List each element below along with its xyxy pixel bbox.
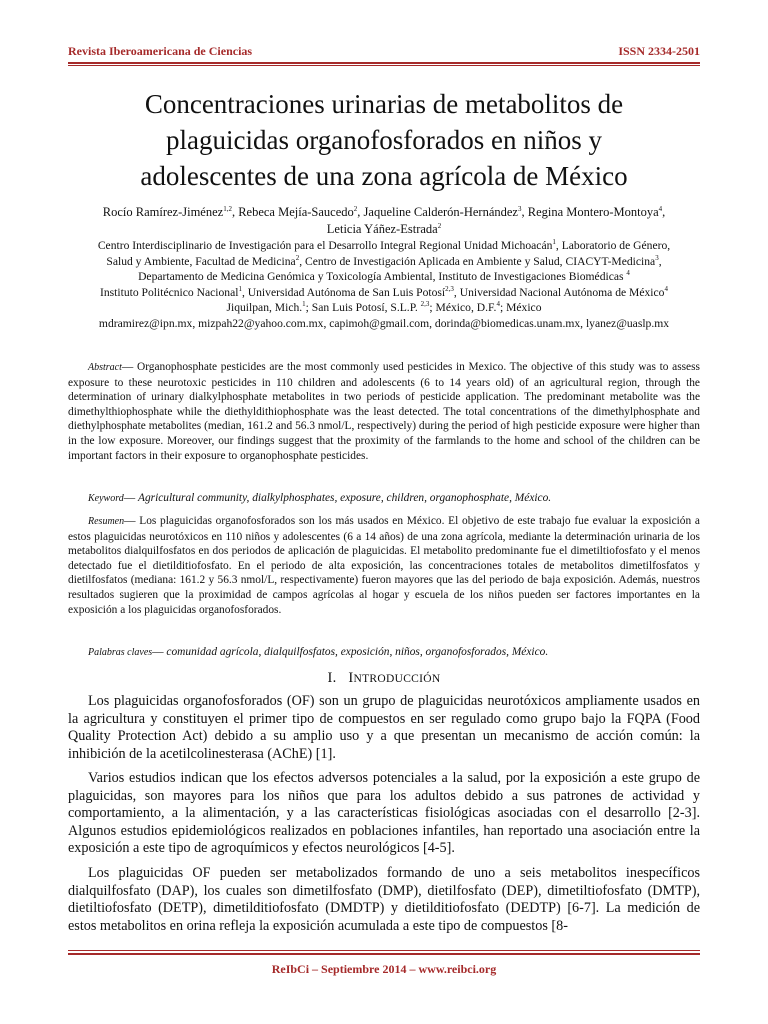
- author-line: [68, 204, 700, 221]
- title-line: Concentraciones urinarias de metabolitos de: [144, 89, 624, 119]
- affiliations: [68, 238, 700, 332]
- affiliation-text: ,: [658, 254, 662, 268]
- palabras-dash: —: [152, 646, 167, 658]
- journal-name: Revista Iberoamericana de Ciencias: [68, 44, 253, 58]
- affiliation-sup: 1: [302, 300, 306, 309]
- affiliation-line: [68, 254, 700, 270]
- affiliation-text: Departamento de Medicina Genómica y Toxicología Ambiental, Instituto de Investigaciones Biomédicas: [138, 270, 627, 284]
- section-heading: [68, 670, 700, 687]
- keywords: [68, 491, 700, 507]
- resumen: [68, 514, 700, 617]
- affiliation-sup: 4: [496, 300, 500, 309]
- section-title-initial: I: [348, 670, 354, 686]
- affiliation-sup: 2,3: [445, 284, 454, 293]
- affiliation-text: Jiquilpan, Mich.: [226, 301, 303, 315]
- resumen-text: Los plaguicidas organofosforados son los más usados en México. El objetivo de este trabajo fue evaluar la exposición a estos plaguicidas neurotóxicos en 110 niños y adolescentes (6 a 14 años) de una zona agrícola, mediante la determinación urinaria de los metabolitos dialquilfosfatos en dos periodos de aplicación de plaguicidas. El metabolito predominante fue el dimetiltiofosfato y el menos detectado fue el dietilditiofosfato. En el periodo de alta exposición, las concentraciones totales de metabolitos dimetilfosfatos y dietilfosfatos (mediana: 161.2 y 56.3 nmol/L, respectivamente) fueron mayores que las del periodo de baja exposición. Además, nuestros resultados sugieren que la proximidad de campos agrícolas al hogar y escuela de los niños pueden ser factores importantes en la exposición a los plaguicidas organofosforados.: [68, 515, 700, 616]
- affiliation-text: Centro Interdisciplinario de Investigación para el Desarrollo Integral Regional Unidad Michoacán: [97, 239, 553, 252]
- body-paragraph: Los plaguicidas OF pueden ser metabolizados formando de uno a seis metabolitos inespecíficos dialquilfosfato (DAP), los cuales son dimetilfosfato (DMP), dietilfosfato (DEP), dimetiltiofosfato (DMTP), dietiltiofosfato (DETP), dimetilditiofosfato (DMDTP) y dietilditiofosfato (DEDTP) [6-7]. La medición de estos metabolitos en orina refleja la exposición acumulada a este tipo de compuestos [8-: [68, 865, 700, 934]
- keywords-label: Keyword: [88, 493, 124, 504]
- affiliation-sup: 4: [626, 269, 630, 278]
- title-line: plaguicidas organofosforados en niños y: [166, 125, 602, 155]
- affiliation-sup: 2,3: [420, 300, 430, 309]
- abstract: [68, 360, 700, 463]
- resumen-label: Resumen: [88, 516, 125, 527]
- footer-rule-thin: [68, 950, 700, 951]
- footer-rule: [68, 953, 700, 955]
- abstract-dash: —: [121, 361, 137, 373]
- affiliation-text: ; México, D.F.: [429, 301, 497, 315]
- affiliation-text: , Centro de Investigación Aplicada en Ambiente y Salud, CIACYT-Medicina: [299, 254, 656, 268]
- palabras-claves: [68, 645, 700, 661]
- body-paragraph: Los plaguicidas organofosforados (OF) son un grupo de plaguicidas neurotóxicos ampliamente usados en la agricultura y constituyen el primer tipo de compuestos en ser regulado como grupo bajo la FQPA (Food Quality Protection Act) debido a su amplio uso y a que presentan un mecanismo de acción común: la inhibición de la acetilcolinesterasa (AChE) [1].: [68, 693, 700, 762]
- affiliation-sup: 4: [664, 284, 668, 293]
- affiliation-text: , Universidad Nacional Autónoma de México: [453, 285, 665, 299]
- author-sup: 2: [353, 204, 358, 213]
- author-sup: 3: [517, 204, 522, 213]
- author-name: Rocío Ramírez-Jiménez: [102, 205, 224, 219]
- affiliation-sup: 1: [238, 284, 242, 293]
- affiliation-text: , Laboratorio de Género,: [555, 239, 671, 252]
- body-paragraph: Varios estudios indican que los efectos adversos potenciales a la salud, por la exposición a este grupo de plaguicidas, son mayores para los niños que para los adultos debido a sus patrones de actividad y comportamiento, a la alimentación, y a las características fisiológicas asociadas con el desarrollo [2-3]. Algunos estudios epidemiológicos realizados en poblaciones infantiles, han reportado una asociación entre la exposición a este tipo de agroquímicos y efectos neurológicos [4-5].: [68, 770, 700, 857]
- author-name: , Jaqueline Calderón-Hernández: [357, 205, 518, 219]
- running-header: [68, 44, 700, 59]
- section-title-rest: NTRODUCCIÓN: [353, 673, 441, 685]
- author-list: [68, 204, 700, 238]
- affiliation-text: , Universidad Autónoma de San Luis Potosí: [241, 285, 446, 299]
- section-number: I.: [327, 670, 337, 686]
- affiliation-line: [68, 300, 700, 316]
- author-name: , Rebeca Mejía-Saucedo: [231, 205, 354, 219]
- affiliation-sup: 2: [295, 253, 300, 262]
- author-sup: 1,2: [223, 204, 232, 213]
- affiliation-text: Instituto Politécnico Nacional: [100, 285, 239, 299]
- author-emails: mdramirez@ipn.mx, mizpah22@yahoo.com.mx, capimoh@gmail.com, dorinda@biomedicas.unam.mx, lyanez@uaslp.mx: [98, 316, 670, 330]
- author-sup: 4: [658, 204, 663, 213]
- palabras-label: Palabras claves: [88, 647, 153, 658]
- affiliation-text: Salud y Ambiente, Facultad de Medicina: [106, 254, 296, 268]
- affiliation-line: [68, 238, 700, 254]
- author-sep: ,: [662, 205, 666, 219]
- affiliation-sup: 3: [655, 253, 659, 262]
- resumen-dash: —: [124, 515, 140, 527]
- affiliation-line: [68, 269, 700, 285]
- author-name: , Regina Montero-Montoya: [521, 205, 659, 219]
- abstract-text: Organophosphate pesticides are the most commonly used pesticides in Mexico. The objective of this study was to assess exposure to these neurotoxic pesticides in 110 children and adolescents (6 to 14 years old) of an agricultural region, through the determination of urinary dialkylphosphate metabolites in two periods of pesticide application. The predominant metabolite was the dimethylthiophosphate while the diethyldithiophosphate was the least detected. The total concentrations of the dimethylphosphate and diethylphosphate metabolites (median, 161.2 and 56.3 nmol/L, respectively) during the period of high pesticide exposure were higher than in the low exposure. Moreover, our findings suggest that the proximity of the farmlands to the home and school of the children can be important factors in their exposure to organophosphate pesticides.: [68, 361, 700, 462]
- keywords-dash: —: [123, 492, 138, 504]
- running-footer: ReIbCi – Septiembre 2014 – www.reibci.org: [271, 962, 497, 976]
- author-name: Leticia Yáñez-Estrada: [326, 222, 438, 236]
- abstract-label: Abstract: [88, 362, 122, 373]
- palabras-text: comunidad agrícola, dialquilfosfatos, exposición, niños, organofosforados, México.: [166, 646, 549, 658]
- paper-title: [68, 86, 700, 194]
- keywords-text: Agricultural community, dialkylphosphates, exposure, children, organophosphate, México.: [138, 492, 552, 504]
- affiliation-text: ; México: [499, 301, 542, 315]
- issn: ISSN 2334-2501: [618, 44, 700, 58]
- affiliation-text: ; San Luis Potosí, S.L.P.: [305, 301, 421, 315]
- title-line: adolescentes de una zona agrícola de México: [140, 161, 628, 191]
- affiliation-sup: 1: [552, 238, 556, 247]
- header-rule-thin: [68, 65, 700, 66]
- affiliation-line: [68, 285, 700, 301]
- author-line: [68, 221, 700, 238]
- author-sup: 2: [437, 221, 442, 230]
- header-rule: [68, 62, 700, 64]
